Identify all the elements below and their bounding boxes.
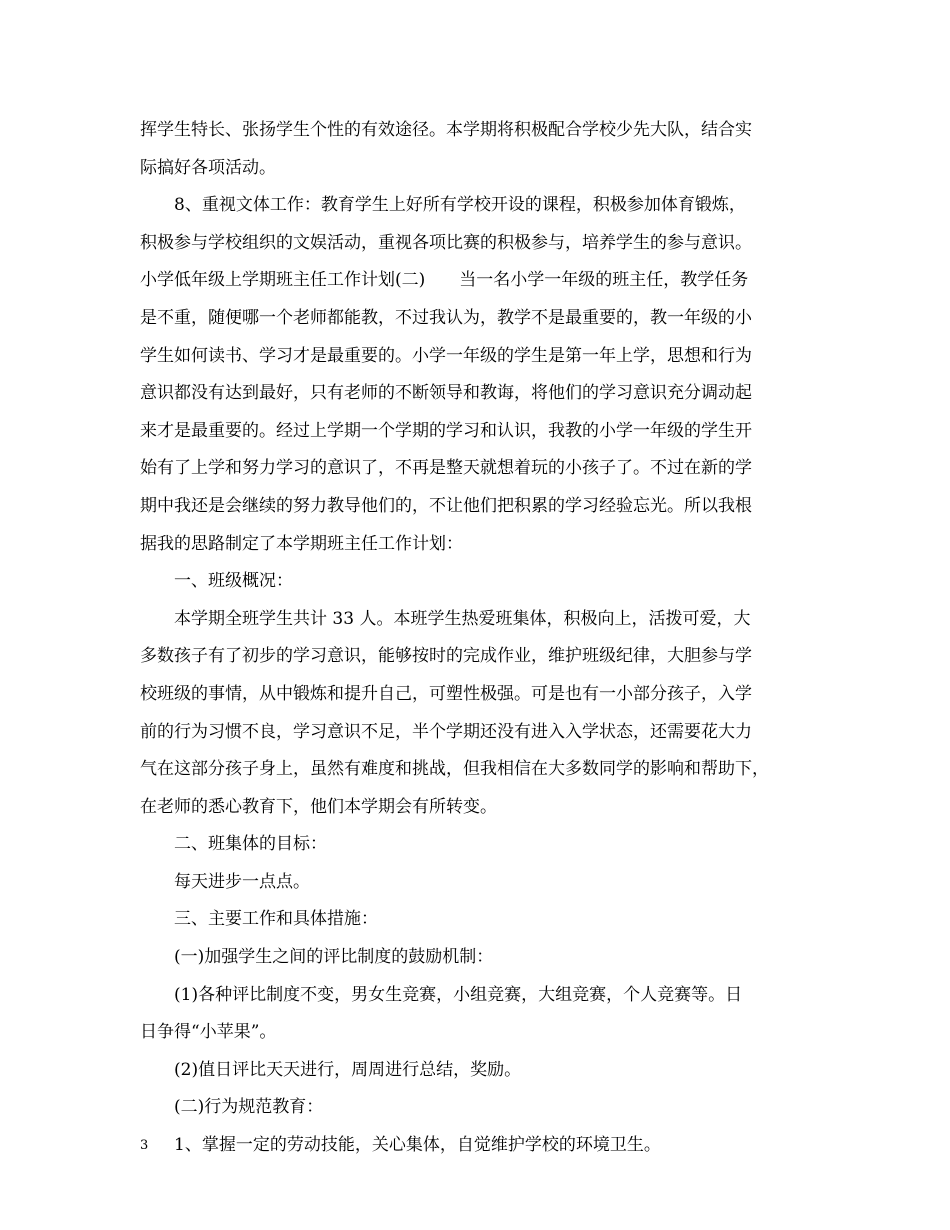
text-line: 三、主要工作和具体措施： xyxy=(174,909,378,930)
text-line: 据我的思路制定了本学期班主任工作计划： xyxy=(140,533,463,554)
text-line: (1)各种评比制度不变，男女生竞赛，小组竞赛，大组竞赛，个人竞赛等。日 xyxy=(174,984,743,1005)
text-line: 二、班集体的目标： xyxy=(174,834,327,855)
text-line: 期中我还是会继续的努力教导他们的，不让他们把积累的学习经验忘光。所以我根 xyxy=(140,495,752,516)
text-line: 本学期全班学生共计 33 人。本班学生热爱班集体，积极向上，活拨可爱，大 xyxy=(174,608,751,629)
text-line: (一)加强学生之间的评比制度的鼓励机制： xyxy=(174,947,494,968)
text-line: 积极参与学校组织的文娱活动，重视各项比赛的积极参与，培养学生的参与意识。 xyxy=(140,232,752,253)
text-line: 来才是最重要的。经过上学期一个学期的学习和认识，我教的小学一年级的学生开 xyxy=(140,420,752,441)
text-line: 每天进步一点点。 xyxy=(174,871,310,892)
page-number: 3 xyxy=(140,1138,149,1153)
text-line: (二)行为规范教育： xyxy=(174,1097,324,1118)
text-line: 始有了上学和努力学习的意识了，不再是整天就想着玩的小孩子了。不过在新的学 xyxy=(140,458,752,479)
text-line: (2)值日评比天天进行，周周进行总结，奖励。 xyxy=(174,1059,522,1080)
text-line: 前的行为习惯不良，学习意识不足，半个学期还没有进入入学状态，还需要花大力 xyxy=(140,721,752,742)
text-line: 在老师的悉心教育下，他们本学期会有所转变。 xyxy=(140,796,497,817)
text-line: 一、班级概况： xyxy=(174,571,293,592)
text-line: 8、重视文体工作：教育学生上好所有学校开设的课程，积极参加体育锻炼， xyxy=(174,195,746,216)
text-line: 多数孩子有了初步的学习意识，能够按时的完成作业，维护班级纪律，大胆参与学 xyxy=(140,646,752,667)
text-line: 小学低年级上学期班主任工作计划(二) 当一名小学一年级的班主任，教学任务 xyxy=(140,270,749,291)
text-line: 际搞好各项活动。 xyxy=(140,157,276,178)
text-line: 意识都没有达到最好，只有老师的不断领导和教诲，将他们的学习意识充分调动起 xyxy=(140,383,752,404)
text-line: 挥学生特长、张扬学生个性的有效途径。本学期将积极配合学校少先大队，结合实 xyxy=(140,120,752,140)
text-line: 1、掌握一定的劳动技能，关心集体，自觉维护学校的环境卫生。 xyxy=(174,1135,661,1156)
text-line: 是不重，随便哪一个老师都能教，不过我认为，教学不是最重要的，教一年级的小 xyxy=(140,307,752,328)
text-line: 日争得“小苹果”。 xyxy=(140,1022,277,1043)
body-text xyxy=(140,112,820,1165)
text-line: 学生如何读书、学习才是最重要的。小学一年级的学生是第一年上学，思想和行为 xyxy=(140,345,752,366)
text-line: 气在这部分孩子身上，虽然有难度和挑战，但我相信在大多数同学的影响和帮助下， xyxy=(140,759,769,780)
text-line: 校班级的事情，从中锻炼和提升自己，可塑性极强。可是也有一小部分孩子，入学 xyxy=(140,683,752,704)
